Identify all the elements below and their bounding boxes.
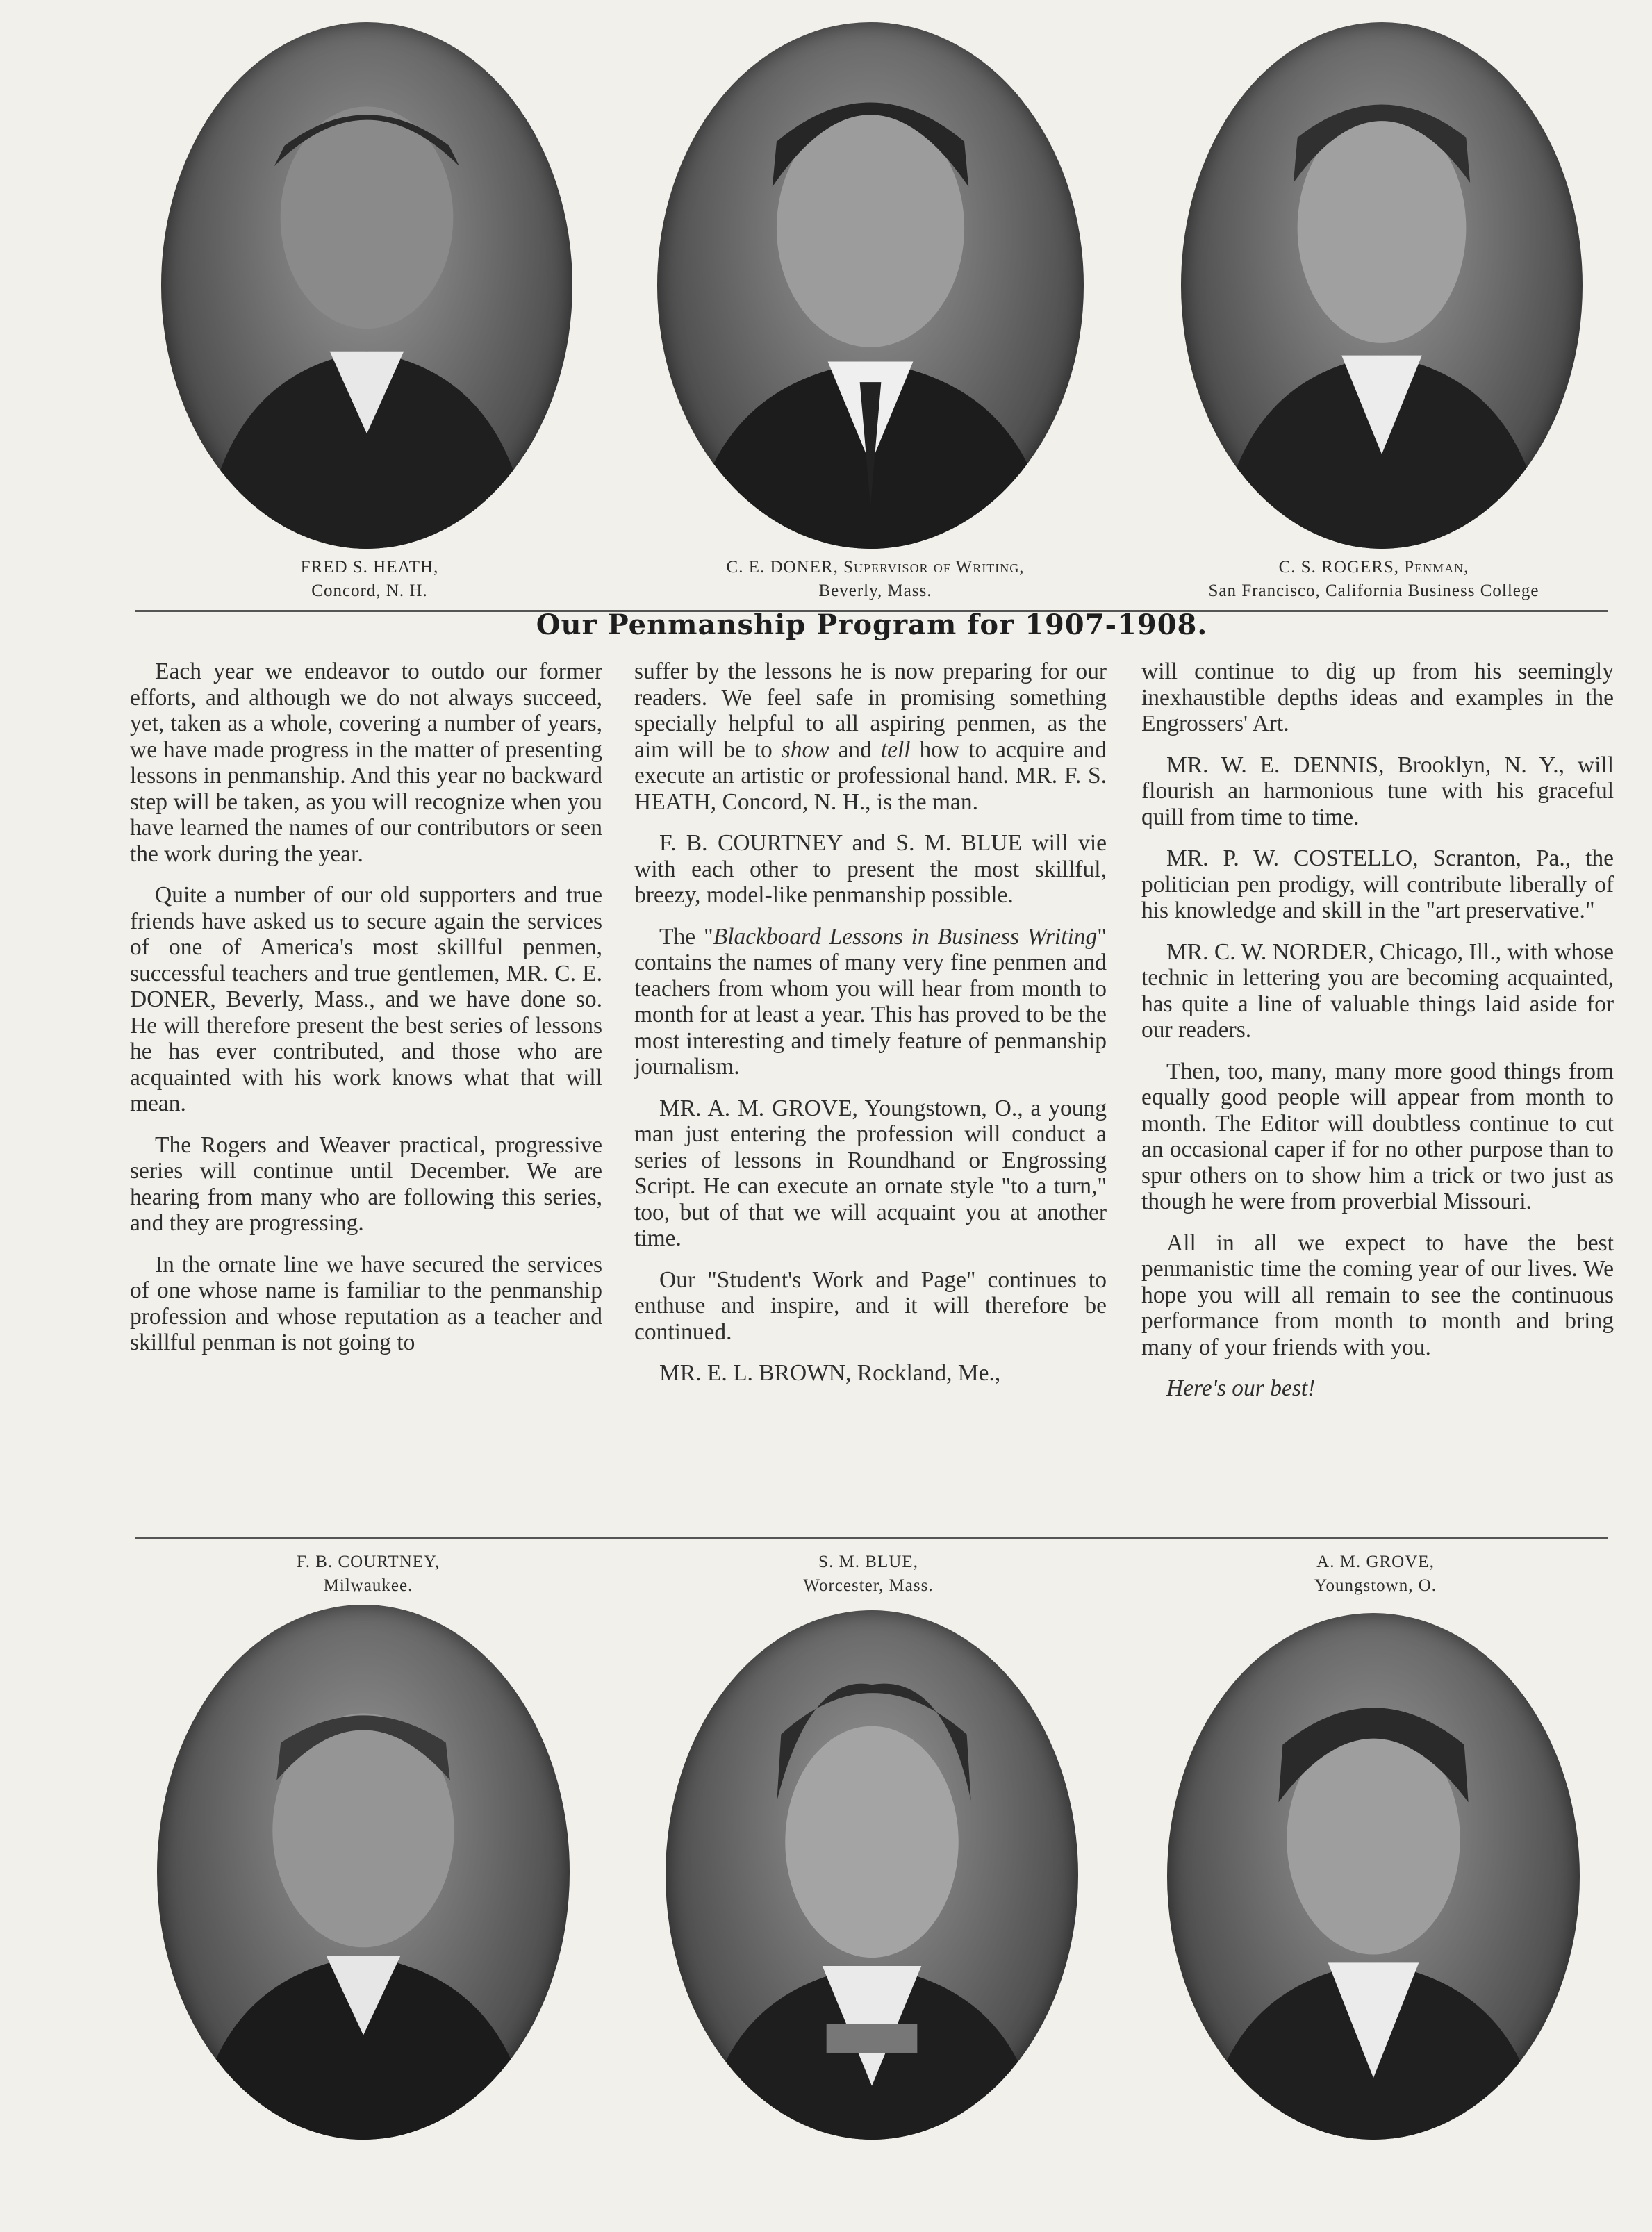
portrait-photo-fb-courtney	[157, 1605, 570, 2140]
paragraph: MR. E. L. BROWN, Rockland, Me.,	[659, 1360, 1001, 1386]
portrait-photo-fred-heath	[161, 22, 572, 549]
caption-am-grove	[1237, 1551, 1514, 1598]
caption-place: Concord, N. H.	[311, 581, 428, 600]
text-run: " contains the names of many very fine penmen and teachers from whom you will hear from month to month for at least a year. This has proved to be the most interesting and timely feature of penmanship journalism.	[634, 923, 1107, 1080]
caption-place: Beverly, Mass.	[818, 581, 932, 600]
paragraph: will continue to dig up from his seemingly inexhaustible depths ideas and examples in the Engrossers' Art.	[1141, 659, 1614, 736]
caption-name: C. E. DONER, Supervisor of Writing,	[726, 558, 1025, 577]
article-column-2	[634, 659, 1107, 1402]
caption-name: A. M. GROVE,	[1316, 1553, 1435, 1571]
paragraph: MR. W. E. DENNIS, Brooklyn, N. Y., will flourish an harmonious tune with his graceful quill from time to time.	[1141, 752, 1614, 830]
caption-name: C. S. ROGERS, Penman,	[1278, 558, 1469, 577]
caption-place: San Francisco, California Business College	[1208, 581, 1539, 600]
paragraph: MR. C. W. NORDER, Chicago, Ill., with whose technic in lettering you are becoming acquainted, has quite a line of valuable things laid aside for our readers.	[1141, 939, 1614, 1043]
paragraph: In the ornate line we have secured the services of one whose name is familiar to the penmanship profession and whose reputation as a teacher and skillful penman is not going to	[130, 1251, 602, 1355]
paragraph	[634, 659, 1107, 815]
caption-cs-rogers	[1125, 556, 1622, 603]
paragraph: Quite a number of our old supporters and true friends have asked us to secure again the services of one of America's most skillful penmen, successful teachers and true gentlemen, MR. C. E. DONER, Beverly, Mass., and we have done so. He will therefore present the best series of lessons he has ever contributed, and those who are acquainted with his work knows what that will mean.	[130, 882, 602, 1116]
paragraph: Our "Student's Work and Page" continues to enthuse and inspire, and it will therefore be continued.	[634, 1266, 1107, 1345]
paragraph: MR. A. M. GROVE, Youngstown, O., a young man just entering the profession will conduct a series of lessons in Roundhand or Engrossing Script. He can execute an ornate style "to a turn," too, but of that we will acquaint you at another time.	[634, 1095, 1107, 1251]
article-column-1	[130, 659, 602, 1371]
text-run: suffer by the lessons he is now preparing for our readers. We feel safe in promising something specially helpful to all aspiring penmen, as the aim will be to	[634, 659, 1107, 763]
article-headline: Our Penmanship Program for 1907-1908.	[536, 609, 1208, 641]
caption-place: Worcester, Mass.	[803, 1576, 934, 1595]
bottom-divider-rule	[135, 1537, 1608, 1539]
text-emphasis: tell	[880, 736, 911, 763]
caption-fred-heath	[231, 556, 509, 603]
caption-name: FRED S. HEATH,	[300, 558, 439, 577]
caption-name: S. M. BLUE,	[818, 1553, 918, 1571]
caption-sm-blue	[722, 1551, 1014, 1598]
paragraph: MR. P. W. COSTELLO, Scranton, Pa., the politician pen prodigy, will contribute liberally of his knowledge and skill in the "art preservative."	[1141, 845, 1614, 923]
text-run: The "	[659, 923, 713, 950]
caption-place: Milwaukee.	[323, 1576, 413, 1595]
paragraph: F. B. COURTNEY and S. M. BLUE will vie with each other to present the most skillful, breezy, model-like penmanship possible.	[634, 830, 1107, 908]
portrait-photo-sm-blue	[666, 1610, 1078, 2140]
text-emphasis: show	[781, 736, 829, 763]
portrait-photo-am-grove	[1167, 1613, 1580, 2140]
paragraph: Then, too, many, many more good things from equally good people will appear from month to month. The Editor will doubtless continue to cut an occasional caper if for no other purpose than to spur others on to show him a trick or two just as though he were from proverbial Missouri.	[1141, 1058, 1614, 1214]
paragraph: All in all we expect to have the best penmanistic time the coming year of our lives. We hope you will all remain to see the continuous performance from month to month and bring many of your friends with you.	[1141, 1230, 1614, 1360]
caption-name: F. B. COURTNEY,	[296, 1553, 440, 1571]
article-column-3	[1141, 659, 1614, 1417]
paragraph: Each year we endeavor to outdo our former efforts, and although we do not always succeed, yet, taken as a whole, covering a number of years, we have made progress in the matter of presenting lessons in penmanship. And this year no backward step will be taken, as you will recognize when you have learned the names of our contributors or seen the work during the year.	[130, 659, 602, 867]
paragraph	[634, 924, 1107, 1080]
text-run: and	[829, 736, 881, 763]
caption-fb-courtney	[229, 1551, 507, 1598]
paragraph: The Rogers and Weaver practical, progressive series will continue until December. We are hearing from many who are following this series, and they are progressing.	[130, 1132, 602, 1236]
text-emphasis: Blackboard Lessons in Business Writing	[713, 923, 1098, 950]
caption-place: Youngstown, O.	[1314, 1576, 1437, 1595]
portrait-photo-cs-rogers	[1181, 22, 1583, 549]
closing-line: Here's our best!	[1166, 1375, 1316, 1401]
caption-ce-doner	[653, 556, 1098, 603]
text-run: how to acquire and execute an artistic or professional hand. MR. F. S. HEATH, Concord, N. H., is the man.	[634, 736, 1107, 815]
portrait-photo-ce-doner	[657, 22, 1084, 549]
